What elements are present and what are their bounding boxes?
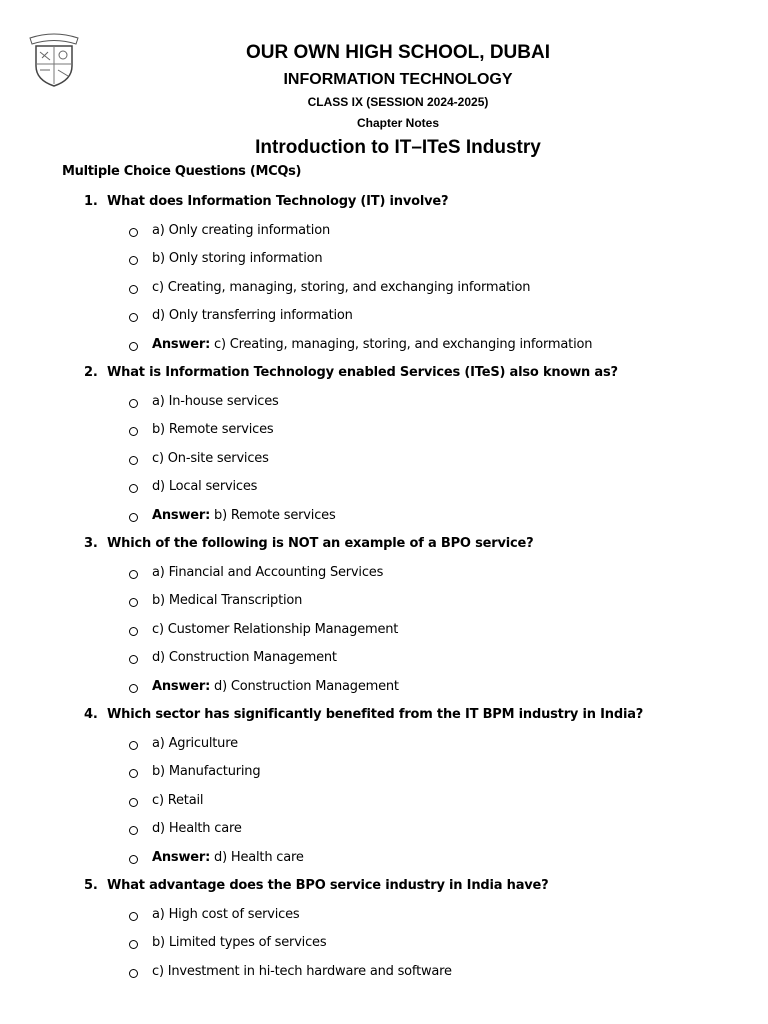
question-text: Which of the following is NOT an example of a BPO service? [107, 536, 534, 551]
option-text: a) High cost of services [152, 906, 300, 922]
option-text: b) Limited types of services [152, 935, 327, 950]
bullet-icon [129, 513, 138, 522]
bullet-icon [129, 285, 138, 294]
answer-label: Answer: [152, 849, 211, 865]
bullet-icon [129, 484, 138, 493]
bullet-icon [129, 313, 138, 322]
option-text: b) Medical Transcription [152, 593, 303, 608]
answer-value: b) Remote services [210, 507, 336, 523]
answer-value: d) Health care [210, 849, 304, 865]
option-text: d) Construction Management [152, 650, 337, 665]
bullet-icon [129, 684, 138, 693]
question-number: 5. [84, 878, 98, 893]
option-text: b) Remote services [152, 422, 274, 437]
bullet-icon [129, 598, 138, 607]
bullet-icon [129, 769, 138, 778]
bullet-icon [129, 342, 138, 351]
bullet-icon [129, 228, 138, 237]
bullet-icon [129, 855, 138, 864]
subject-title: INFORMATION TECHNOLOGY [283, 71, 513, 88]
bullet-icon [129, 427, 138, 436]
bullet-icon [129, 969, 138, 978]
answer-text [152, 508, 336, 523]
question-text: Which sector has significantly benefited from the IT BPM industry in India? [107, 707, 644, 722]
document-type: Chapter Notes [356, 116, 439, 130]
question-number: 2. [84, 365, 98, 380]
bullet-icon [129, 655, 138, 664]
option-text: c) On-site services [152, 450, 269, 466]
bullet-icon [129, 456, 138, 465]
option-text: b) Only storing information [152, 251, 323, 266]
option-text: c) Investment in hi-tech hardware and software [152, 963, 452, 979]
answer-value: d) Construction Management [210, 678, 399, 694]
chapter-title: Introduction to IT–ITeS Industry [255, 137, 541, 158]
bullet-icon [129, 798, 138, 807]
answer-text [152, 850, 304, 865]
bullet-icon [129, 940, 138, 949]
option-text: d) Health care [152, 821, 242, 836]
bullet-icon [129, 570, 138, 579]
bullet-icon [129, 627, 138, 636]
option-text: c) Retail [152, 792, 204, 808]
bullet-icon [129, 741, 138, 750]
answer-value: c) Creating, managing, storing, and exchanging information [210, 336, 593, 352]
option-text: c) Creating, managing, storing, and exchanging information [152, 279, 531, 295]
bullet-icon [129, 399, 138, 408]
question-number: 4. [84, 707, 98, 722]
question-text: What advantage does the BPO service industry in India have? [107, 878, 549, 893]
section-heading: Multiple Choice Questions (MCQs) [62, 164, 302, 179]
question-text: What does Information Technology (IT) involve? [107, 194, 449, 209]
answer-label: Answer: [152, 678, 211, 694]
bullet-icon [129, 256, 138, 265]
answer-label: Answer: [152, 336, 211, 352]
answer-label: Answer: [152, 507, 211, 523]
option-text: a) Agriculture [152, 735, 238, 751]
bullet-icon [129, 826, 138, 835]
class-session: CLASS IX (SESSION 2024-2025) [307, 95, 489, 109]
question-number: 3. [84, 536, 98, 551]
option-text: a) Only creating information [152, 222, 331, 238]
bullet-icon [129, 912, 138, 921]
answer-text [152, 337, 592, 352]
answer-text [152, 679, 399, 694]
option-text: a) In-house services [152, 393, 279, 409]
question-number: 1. [84, 194, 98, 209]
option-text: c) Customer Relationship Management [152, 621, 399, 637]
option-text: d) Only transferring information [152, 308, 353, 323]
option-text: b) Manufacturing [152, 764, 261, 779]
option-text: d) Local services [152, 479, 258, 494]
option-text: a) Financial and Accounting Services [152, 564, 384, 580]
school-name: OUR OWN HIGH SCHOOL, DUBAI [246, 42, 550, 63]
question-text: What is Information Technology enabled Services (ITeS) also known as? [107, 365, 618, 380]
